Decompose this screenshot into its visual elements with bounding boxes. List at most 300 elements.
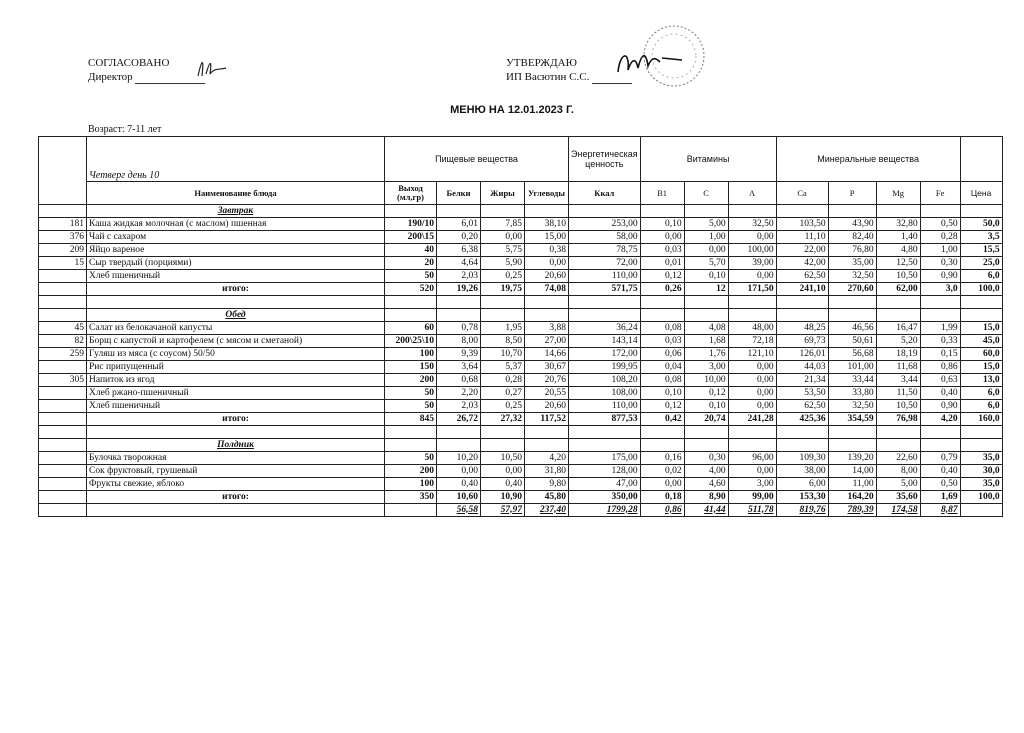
table-row — [39, 322, 1003, 335]
total-value: 0,18 — [640, 491, 684, 504]
confirm-person: ИП Васютин С.С. — [506, 71, 590, 83]
grand-total-value: 237,40 — [525, 504, 569, 517]
col-kcal: Ккал — [569, 182, 641, 205]
value-cell: 175,00 — [569, 452, 641, 465]
recipe-code — [39, 387, 87, 400]
empty-cell — [569, 296, 641, 309]
value-cell: 103,50 — [776, 218, 828, 231]
grand-total-value: 0,86 — [640, 504, 684, 517]
value-cell: 11,50 — [876, 387, 920, 400]
value-cell: 0,12 — [684, 387, 728, 400]
yield-cell: 200\25\10 — [385, 335, 437, 348]
yield-cell: 50 — [385, 400, 437, 413]
yield-cell: 50 — [385, 387, 437, 400]
value-cell: 33,44 — [828, 374, 876, 387]
value-cell: 0,06 — [640, 348, 684, 361]
price-cell: 50,0 — [960, 218, 1002, 231]
price-cell: 30,0 — [960, 465, 1002, 478]
value-cell: 32,80 — [876, 218, 920, 231]
grand-total-value: 57,97 — [481, 504, 525, 517]
recipe-code: 305 — [39, 374, 87, 387]
value-cell: 0,00 — [728, 361, 776, 374]
value-cell: 0,00 — [728, 387, 776, 400]
total-value: 845 — [385, 413, 437, 426]
table-row — [39, 465, 1003, 478]
total-value: 425,36 — [776, 413, 828, 426]
value-cell: 0,28 — [481, 374, 525, 387]
value-cell: 1,40 — [876, 231, 920, 244]
value-cell: 31,80 — [525, 465, 569, 478]
value-cell: 0,40 — [920, 387, 960, 400]
price-cell: 15,0 — [960, 322, 1002, 335]
empty-cell — [481, 296, 525, 309]
empty-cell — [960, 296, 1002, 309]
empty-cell — [684, 296, 728, 309]
value-cell: 1,00 — [920, 244, 960, 257]
value-cell: 11,10 — [776, 231, 828, 244]
total-value: 0,26 — [640, 283, 684, 296]
value-cell: 0,10 — [640, 387, 684, 400]
value-cell: 82,40 — [828, 231, 876, 244]
table-row — [39, 231, 1003, 244]
value-cell: 1,76 — [684, 348, 728, 361]
price-cell: 6,0 — [960, 270, 1002, 283]
total-value: 99,00 — [728, 491, 776, 504]
value-cell: 12,50 — [876, 257, 920, 270]
value-cell: 48,25 — [776, 322, 828, 335]
value-cell: 0,40 — [920, 465, 960, 478]
grand-total-value: 41,44 — [684, 504, 728, 517]
empty-cell — [39, 309, 87, 322]
value-cell: 199,95 — [569, 361, 641, 374]
col-dish-name: Наименование блюда — [87, 182, 385, 205]
col-protein: Белки — [437, 182, 481, 205]
value-cell: 46,56 — [828, 322, 876, 335]
section-row — [39, 205, 1003, 218]
yield-cell: 200\15 — [385, 231, 437, 244]
total-value: 153,30 — [776, 491, 828, 504]
table-row — [39, 257, 1003, 270]
value-cell: 172,00 — [569, 348, 641, 361]
value-cell: 20,60 — [525, 270, 569, 283]
table-row — [39, 270, 1003, 283]
col-p: P — [828, 182, 876, 205]
empty-cell — [728, 426, 776, 439]
value-cell: 5,90 — [481, 257, 525, 270]
value-cell: 18,19 — [876, 348, 920, 361]
dish-name: Яйцо вареное — [87, 244, 385, 257]
value-cell: 6,00 — [776, 478, 828, 491]
dish-name: Каша жидкая молочная (с маслом) пшенная — [87, 218, 385, 231]
value-cell: 0,30 — [920, 257, 960, 270]
value-cell: 48,00 — [728, 322, 776, 335]
total-value: 35,60 — [876, 491, 920, 504]
value-cell: 0,90 — [920, 270, 960, 283]
empty-cell — [776, 439, 828, 452]
confirm-label: УТВЕРЖДАЮ — [506, 57, 577, 69]
value-cell: 30,67 — [525, 361, 569, 374]
value-cell: 143,14 — [569, 335, 641, 348]
recipe-code — [39, 478, 87, 491]
recipe-code: 45 — [39, 322, 87, 335]
yield-cell: 100 — [385, 478, 437, 491]
price-cell: 35,0 — [960, 478, 1002, 491]
empty-cell — [960, 426, 1002, 439]
vitamins-header: Витамины — [640, 137, 776, 182]
value-cell: 0,20 — [437, 231, 481, 244]
total-value: 171,50 — [728, 283, 776, 296]
value-cell: 38,00 — [776, 465, 828, 478]
empty-cell — [920, 426, 960, 439]
total-value: 270,60 — [828, 283, 876, 296]
recipe-code: 82 — [39, 335, 87, 348]
grand-total-value: 789,39 — [828, 504, 876, 517]
value-cell: 0,78 — [437, 322, 481, 335]
empty-cell — [684, 309, 728, 322]
price-cell: 6,0 — [960, 400, 1002, 413]
value-cell: 128,00 — [569, 465, 641, 478]
table-row — [39, 374, 1003, 387]
dish-name: Фрукты свежие, яблоко — [87, 478, 385, 491]
value-cell: 16,47 — [876, 322, 920, 335]
empty-cell — [960, 309, 1002, 322]
empty-cell — [569, 439, 641, 452]
empty-cell — [481, 426, 525, 439]
value-cell: 10,70 — [481, 348, 525, 361]
empty-cell — [920, 439, 960, 452]
value-cell: 76,80 — [828, 244, 876, 257]
grand-total-value: 56,58 — [437, 504, 481, 517]
value-cell: 0,50 — [920, 478, 960, 491]
value-cell: 56,68 — [828, 348, 876, 361]
value-cell: 0,00 — [728, 374, 776, 387]
value-cell: 0,33 — [920, 335, 960, 348]
director-signature — [192, 54, 232, 82]
table-row — [39, 244, 1003, 257]
total-value: 241,28 — [728, 413, 776, 426]
total-value: 12 — [684, 283, 728, 296]
age-label: Возраст: 7-11 лет — [88, 124, 162, 135]
empty-cell — [776, 426, 828, 439]
total-row — [39, 413, 1003, 426]
empty-cell — [39, 504, 87, 517]
empty-cell — [640, 205, 684, 218]
section-title: Обед — [87, 309, 385, 322]
value-cell: 5,75 — [481, 244, 525, 257]
empty-cell — [385, 426, 437, 439]
empty-cell — [776, 296, 828, 309]
value-cell: 4,64 — [437, 257, 481, 270]
empty-cell — [728, 309, 776, 322]
empty-cell — [525, 439, 569, 452]
recipe-code — [39, 452, 87, 465]
recipe-code — [39, 400, 87, 413]
spacer-row — [39, 296, 1003, 309]
value-cell: 109,30 — [776, 452, 828, 465]
value-cell: 5,00 — [876, 478, 920, 491]
value-cell: 0,00 — [684, 244, 728, 257]
value-cell: 0,00 — [728, 231, 776, 244]
price-cell: 15,0 — [960, 361, 1002, 374]
price-cell: 35,0 — [960, 452, 1002, 465]
energy-header: Энергетическая ценность — [569, 137, 641, 182]
recipe-code — [39, 465, 87, 478]
empty-cell — [437, 439, 481, 452]
value-cell: 253,00 — [569, 218, 641, 231]
value-cell: 0,68 — [437, 374, 481, 387]
recipe-code: 376 — [39, 231, 87, 244]
total-value: 26,72 — [437, 413, 481, 426]
section-title: Завтрак — [87, 205, 385, 218]
value-cell: 53,50 — [776, 387, 828, 400]
value-cell: 121,10 — [728, 348, 776, 361]
minerals-header: Минеральные вещества — [776, 137, 960, 182]
dish-name: Хлеб пшеничный — [87, 270, 385, 283]
value-cell: 0,10 — [684, 400, 728, 413]
section-title: Полдник — [87, 439, 385, 452]
total-value: 76,98 — [876, 413, 920, 426]
value-cell: 0,01 — [640, 257, 684, 270]
value-cell: 7,85 — [481, 218, 525, 231]
empty-cell — [728, 439, 776, 452]
col-fat: Жиры — [481, 182, 525, 205]
empty-cell — [39, 439, 87, 452]
group-header-row — [39, 137, 1003, 182]
total-value: 8,90 — [684, 491, 728, 504]
price-cell: 25,0 — [960, 257, 1002, 270]
yield-cell: 50 — [385, 452, 437, 465]
value-cell: 10,20 — [437, 452, 481, 465]
dish-name: Булочка творожная — [87, 452, 385, 465]
total-value: 10,60 — [437, 491, 481, 504]
total-value: 19,26 — [437, 283, 481, 296]
empty-cell — [828, 426, 876, 439]
value-cell: 0,03 — [640, 335, 684, 348]
dish-name: Борщ с капустой и картофелем (с мясом и сметаной) — [87, 335, 385, 348]
dish-name: Хлеб пшеничный — [87, 400, 385, 413]
value-cell: 0,40 — [437, 478, 481, 491]
value-cell: 78,75 — [569, 244, 641, 257]
value-cell: 6,01 — [437, 218, 481, 231]
total-value: 0,42 — [640, 413, 684, 426]
empty-cell — [525, 309, 569, 322]
value-cell: 139,20 — [828, 452, 876, 465]
value-cell: 0,12 — [640, 270, 684, 283]
yield-cell: 190/10 — [385, 218, 437, 231]
empty-cell — [920, 205, 960, 218]
value-cell: 4,20 — [525, 452, 569, 465]
recipe-code: 181 — [39, 218, 87, 231]
value-cell: 0,00 — [728, 270, 776, 283]
value-cell: 9,80 — [525, 478, 569, 491]
table-row — [39, 348, 1003, 361]
total-label: итого: — [87, 283, 385, 296]
dish-name: Хлеб ржано-пшеничный — [87, 387, 385, 400]
value-cell: 22,60 — [876, 452, 920, 465]
empty-cell — [920, 309, 960, 322]
empty-cell — [569, 426, 641, 439]
value-cell: 1,00 — [684, 231, 728, 244]
value-cell: 108,20 — [569, 374, 641, 387]
value-cell: 0,38 — [525, 244, 569, 257]
value-cell: 21,34 — [776, 374, 828, 387]
recipe-code — [39, 270, 87, 283]
col-mg: Mg — [876, 182, 920, 205]
empty-cell — [437, 426, 481, 439]
value-cell: 47,00 — [569, 478, 641, 491]
day-label: Четверг день 10 — [87, 137, 385, 182]
total-value: 520 — [385, 283, 437, 296]
value-cell: 69,73 — [776, 335, 828, 348]
value-cell: 10,00 — [684, 374, 728, 387]
spacer-row — [39, 426, 1003, 439]
total-value: 877,53 — [569, 413, 641, 426]
section-row — [39, 439, 1003, 452]
value-cell: 0,03 — [640, 244, 684, 257]
total-value: 350,00 — [569, 491, 641, 504]
total-value: 10,90 — [481, 491, 525, 504]
value-cell: 8,00 — [437, 335, 481, 348]
value-cell: 0,25 — [481, 400, 525, 413]
value-cell: 0,00 — [728, 465, 776, 478]
value-cell: 0,00 — [640, 231, 684, 244]
empty-cell — [828, 205, 876, 218]
director-label: Директор — [88, 71, 133, 83]
empty-cell — [876, 205, 920, 218]
value-cell: 0,25 — [481, 270, 525, 283]
col-b1: B1 — [640, 182, 684, 205]
total-value: 354,59 — [828, 413, 876, 426]
value-cell: 20,55 — [525, 387, 569, 400]
total-value: 571,75 — [569, 283, 641, 296]
yield-cell: 100 — [385, 348, 437, 361]
total-label: итого: — [87, 413, 385, 426]
empty-cell — [385, 504, 437, 517]
total-value: 1,69 — [920, 491, 960, 504]
empty-cell — [481, 205, 525, 218]
empty-cell — [39, 296, 87, 309]
value-cell: 0,00 — [640, 478, 684, 491]
table-row — [39, 452, 1003, 465]
value-cell: 42,00 — [776, 257, 828, 270]
approved-block — [88, 56, 205, 84]
total-value: 45,80 — [525, 491, 569, 504]
value-cell: 6,38 — [437, 244, 481, 257]
value-cell: 9,39 — [437, 348, 481, 361]
section-row — [39, 309, 1003, 322]
value-cell: 0,90 — [920, 400, 960, 413]
total-value: 117,52 — [525, 413, 569, 426]
value-cell: 32,50 — [828, 270, 876, 283]
total-row — [39, 491, 1003, 504]
value-cell: 58,00 — [569, 231, 641, 244]
value-cell: 33,80 — [828, 387, 876, 400]
value-cell: 2,03 — [437, 400, 481, 413]
value-cell: 0,50 — [920, 218, 960, 231]
col-yield: Выход (мл,гр) — [385, 182, 437, 205]
col-price: Цена — [960, 182, 1002, 205]
value-cell: 4,60 — [684, 478, 728, 491]
value-cell: 14,66 — [525, 348, 569, 361]
value-cell: 110,00 — [569, 400, 641, 413]
value-cell: 100,00 — [728, 244, 776, 257]
value-cell: 2,20 — [437, 387, 481, 400]
value-cell: 3,44 — [876, 374, 920, 387]
col-fe: Fe — [920, 182, 960, 205]
value-cell: 8,00 — [876, 465, 920, 478]
empty-cell — [960, 439, 1002, 452]
dish-name: Салат из белокачаной капусты — [87, 322, 385, 335]
page-title: МЕНЮ НА 12.01.2023 Г. — [450, 104, 574, 116]
value-cell: 50,61 — [828, 335, 876, 348]
value-cell: 5,00 — [684, 218, 728, 231]
table-row — [39, 478, 1003, 491]
price-cell: 45,0 — [960, 335, 1002, 348]
value-cell: 11,00 — [828, 478, 876, 491]
value-cell: 0,04 — [640, 361, 684, 374]
value-cell: 0,30 — [684, 452, 728, 465]
value-cell: 39,00 — [728, 257, 776, 270]
recipe-code: 209 — [39, 244, 87, 257]
table-row — [39, 400, 1003, 413]
empty-cell — [640, 426, 684, 439]
value-cell: 4,08 — [684, 322, 728, 335]
value-cell: 0,00 — [481, 465, 525, 478]
grand-total-value: 1799,28 — [569, 504, 641, 517]
menu-table — [38, 136, 1003, 517]
price-cell: 15,5 — [960, 244, 1002, 257]
total-value: 241,10 — [776, 283, 828, 296]
value-cell: 0,12 — [640, 400, 684, 413]
empty-cell — [684, 426, 728, 439]
empty-cell — [876, 296, 920, 309]
empty-cell — [776, 309, 828, 322]
value-cell: 0,28 — [920, 231, 960, 244]
yield-cell: 40 — [385, 244, 437, 257]
empty-cell — [437, 205, 481, 218]
empty-cell — [481, 309, 525, 322]
empty-cell — [569, 309, 641, 322]
recipe-code: 15 — [39, 257, 87, 270]
value-cell: 20,60 — [525, 400, 569, 413]
empty-cell — [87, 426, 385, 439]
value-cell: 10,50 — [481, 452, 525, 465]
value-cell: 44,03 — [776, 361, 828, 374]
empty-cell — [385, 439, 437, 452]
value-cell: 14,00 — [828, 465, 876, 478]
total-value: 164,20 — [828, 491, 876, 504]
total-value: 19,75 — [481, 283, 525, 296]
value-cell: 1,95 — [481, 322, 525, 335]
value-cell: 32,50 — [728, 218, 776, 231]
total-value: 3,0 — [920, 283, 960, 296]
recipe-code — [39, 361, 87, 374]
value-cell: 27,00 — [525, 335, 569, 348]
value-cell: 38,10 — [525, 218, 569, 231]
empty-cell — [960, 504, 1002, 517]
table-row — [39, 361, 1003, 374]
total-value: 350 — [385, 491, 437, 504]
dish-name: Сыр твердый (порциями) — [87, 257, 385, 270]
grand-total-value: 819,76 — [776, 504, 828, 517]
value-cell: 3,64 — [437, 361, 481, 374]
value-cell: 0,16 — [640, 452, 684, 465]
empty-cell — [828, 439, 876, 452]
approved-label: СОГЛАСОВАНО — [88, 57, 170, 69]
value-cell: 3,88 — [525, 322, 569, 335]
grand-total-value: 8,87 — [920, 504, 960, 517]
value-cell: 0,27 — [481, 387, 525, 400]
